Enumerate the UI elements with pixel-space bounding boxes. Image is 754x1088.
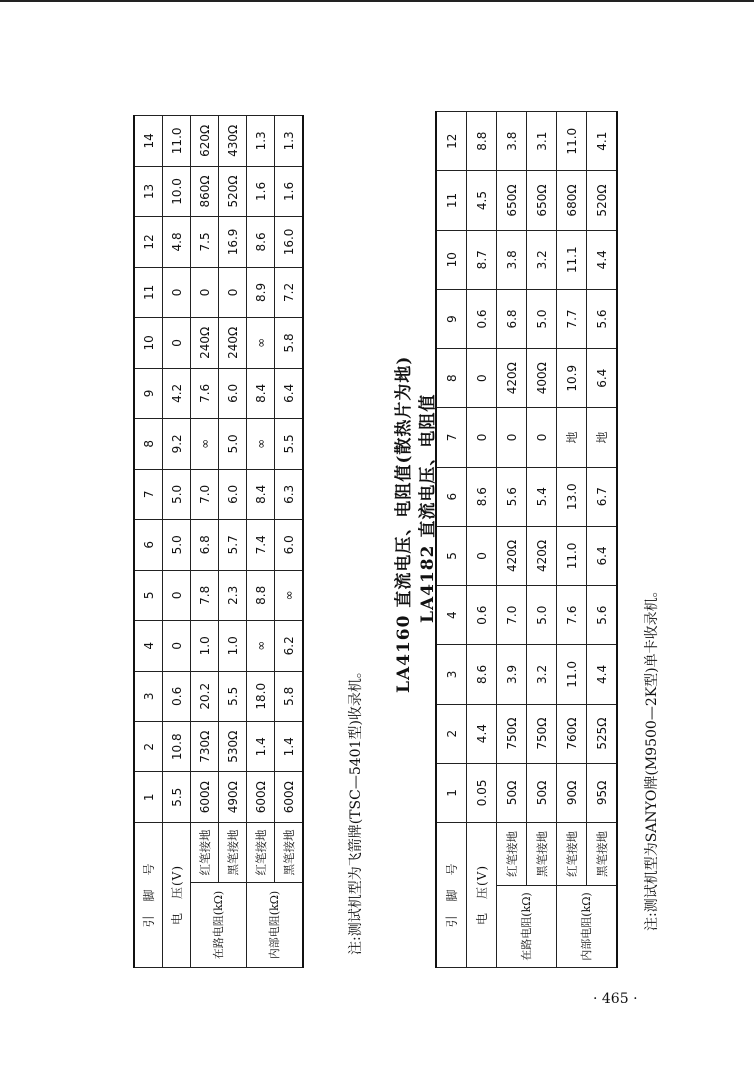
pin-number-cell: 6	[436, 467, 467, 526]
resistance-value: 20.2	[191, 671, 219, 721]
pin-number-cell: 2	[436, 704, 467, 763]
resistance-row	[247, 116, 275, 968]
resistance-value: 1.3	[247, 116, 275, 167]
voltage-value: 0	[163, 570, 191, 620]
resistance-value: 90Ω	[557, 763, 587, 822]
pin-number-cell: 1	[436, 763, 467, 822]
voltage-value: 4.8	[163, 217, 191, 267]
la4160-note: 注:测试机型为飞箭牌(TSC—5401型)收录机。	[348, 664, 364, 955]
voltage-value: 5.0	[163, 469, 191, 519]
voltage-value: 10.0	[163, 166, 191, 216]
probe-label: 黑笔接地	[275, 822, 304, 882]
pin-number-header: 引 脚 号	[436, 822, 467, 967]
resistance-value: 11.1	[557, 230, 587, 289]
la4160-table-title: LA4160 直流电压、电阻值(散热片为地)	[394, 355, 414, 693]
resistance-value: 地	[557, 408, 587, 467]
resistance-value: 4.4	[587, 230, 618, 289]
resistance-value: 18.0	[247, 671, 275, 721]
voltage-value: 5.5	[163, 772, 191, 822]
resistance-row	[527, 112, 557, 968]
resistance-row	[191, 116, 219, 968]
pin-number-header: 引 脚 号	[134, 822, 163, 967]
resistance-value: 3.8	[497, 230, 527, 289]
resistance-value: 1.4	[275, 722, 304, 772]
resistance-value: 680Ω	[557, 171, 587, 230]
resistance-value: 7.5	[191, 217, 219, 267]
resistance-value: 11.0	[557, 526, 587, 585]
resistance-value: 750Ω	[527, 704, 557, 763]
pin-number-cell: 9	[134, 368, 163, 418]
voltage-value: 0	[467, 526, 497, 585]
resistance-value: 750Ω	[497, 704, 527, 763]
resistance-value: ∞	[247, 419, 275, 469]
header-row	[134, 116, 163, 968]
pin-number-cell: 4	[436, 586, 467, 645]
pin-number-cell: 8	[134, 419, 163, 469]
voltage-value: 4.5	[467, 171, 497, 230]
resistance-value: 6.0	[275, 520, 304, 570]
pin-number-cell: 8	[436, 349, 467, 408]
resistance-value: 6.4	[275, 368, 304, 418]
resistance-value: 1.6	[247, 166, 275, 216]
resistance-value: 11.0	[557, 112, 587, 171]
voltage-value: 11.0	[163, 116, 191, 167]
resistance-value: 0	[527, 408, 557, 467]
resistance-row	[557, 112, 587, 968]
resistance-value: 8.6	[247, 217, 275, 267]
voltage-value: 0	[163, 267, 191, 317]
resistance-value: 525Ω	[587, 704, 618, 763]
pin-number-cell: 7	[134, 469, 163, 519]
resistance-value: 50Ω	[497, 763, 527, 822]
resistance-value: 4.4	[587, 645, 618, 704]
resistance-value: 5.0	[527, 586, 557, 645]
resistance-value: 760Ω	[557, 704, 587, 763]
resistance-group-label: 内部电阻(kΩ)	[557, 886, 618, 968]
pin-number-cell: 5	[436, 526, 467, 585]
voltage-value: 0.6	[467, 586, 497, 645]
probe-label: 红笔接地	[557, 822, 587, 885]
pin-number-cell: 10	[436, 230, 467, 289]
resistance-value: 50Ω	[527, 763, 557, 822]
la4160-pin-table	[133, 115, 304, 968]
voltage-value: 0	[467, 349, 497, 408]
resistance-value: 6.2	[275, 621, 304, 671]
resistance-value: 650Ω	[497, 171, 527, 230]
resistance-value: 3.1	[527, 112, 557, 171]
resistance-value: 1.4	[247, 722, 275, 772]
la4182-table-title: LA4182 直流电压、电阻值	[418, 393, 438, 623]
resistance-value: 7.4	[247, 520, 275, 570]
resistance-value: 8.4	[247, 469, 275, 519]
pin-number-cell: 10	[134, 318, 163, 368]
header-row	[436, 112, 467, 968]
resistance-value: 8.8	[247, 570, 275, 620]
resistance-group-label: 内部电阻(kΩ)	[247, 883, 304, 968]
resistance-value: 7.0	[497, 586, 527, 645]
resistance-value: 400Ω	[527, 349, 557, 408]
resistance-value: 5.5	[275, 419, 304, 469]
resistance-value: 0	[497, 408, 527, 467]
la4182-note: 注:测试机型为SANYO牌(M9500—2K型)单卡收录机。	[644, 583, 660, 931]
voltage-row	[467, 112, 497, 968]
probe-label: 黑笔接地	[219, 822, 247, 882]
pin-number-cell: 12	[134, 217, 163, 267]
resistance-value: 1.3	[275, 116, 304, 167]
resistance-value: 860Ω	[191, 166, 219, 216]
pin-number-cell: 13	[134, 166, 163, 216]
resistance-value: 3.2	[527, 645, 557, 704]
voltage-value: 0.6	[163, 671, 191, 721]
pin-number-cell: 7	[436, 408, 467, 467]
resistance-value: 240Ω	[219, 318, 247, 368]
resistance-value: ∞	[247, 318, 275, 368]
pin-number-cell: 11	[436, 171, 467, 230]
voltage-value: 5.0	[163, 520, 191, 570]
voltage-value: 8.8	[467, 112, 497, 171]
resistance-value: 420Ω	[497, 526, 527, 585]
resistance-value: 4.1	[587, 112, 618, 171]
voltage-value: 4.4	[467, 704, 497, 763]
resistance-value: 0	[191, 267, 219, 317]
pin-number-cell: 3	[134, 671, 163, 721]
resistance-value: 420Ω	[527, 526, 557, 585]
resistance-value: 5.6	[497, 467, 527, 526]
resistance-value: 2.3	[219, 570, 247, 620]
resistance-value: 6.0	[219, 368, 247, 418]
resistance-value: 3.2	[527, 230, 557, 289]
resistance-value: 5.6	[587, 586, 618, 645]
resistance-value: 1.0	[219, 621, 247, 671]
pin-number-cell: 9	[436, 289, 467, 348]
resistance-value: 5.8	[275, 318, 304, 368]
resistance-value: 16.0	[275, 217, 304, 267]
resistance-value: 1.0	[191, 621, 219, 671]
pin-number-cell: 5	[134, 570, 163, 620]
resistance-value: 6.7	[587, 467, 618, 526]
resistance-value: 6.0	[219, 469, 247, 519]
la4182-pin-table	[435, 111, 618, 968]
probe-label: 红笔接地	[497, 822, 527, 885]
pin-number-cell: 14	[134, 116, 163, 167]
resistance-value: 5.8	[275, 671, 304, 721]
resistance-value: 0	[219, 267, 247, 317]
resistance-value: 5.0	[527, 289, 557, 348]
voltage-value: 8.6	[467, 645, 497, 704]
probe-label: 黑笔接地	[527, 822, 557, 885]
pin-number-cell: 4	[134, 621, 163, 671]
pin-number-cell: 3	[436, 645, 467, 704]
resistance-value: 7.6	[191, 368, 219, 418]
pin-number-cell: 1	[134, 772, 163, 822]
resistance-value: 16.9	[219, 217, 247, 267]
pin-number-cell: 12	[436, 112, 467, 171]
resistance-value: 10.9	[557, 349, 587, 408]
voltage-value: 4.2	[163, 368, 191, 418]
resistance-value: 8.4	[247, 368, 275, 418]
pin-number-cell: 6	[134, 520, 163, 570]
resistance-value: 6.8	[191, 520, 219, 570]
resistance-value: 地	[587, 408, 618, 467]
resistance-value: 7.7	[557, 289, 587, 348]
probe-label: 红笔接地	[191, 822, 219, 882]
resistance-value: 1.6	[275, 166, 304, 216]
resistance-value: 7.0	[191, 469, 219, 519]
resistance-value: 6.3	[275, 469, 304, 519]
resistance-value: 5.5	[219, 671, 247, 721]
resistance-value: 5.0	[219, 419, 247, 469]
voltage-value: 0	[163, 621, 191, 671]
resistance-value: 3.9	[497, 645, 527, 704]
resistance-value: 730Ω	[191, 722, 219, 772]
resistance-value: 11.0	[557, 645, 587, 704]
probe-label: 黑笔接地	[587, 822, 618, 885]
resistance-value: 3.8	[497, 112, 527, 171]
voltage-value: 8.6	[467, 467, 497, 526]
resistance-row	[275, 116, 304, 968]
resistance-value: 5.7	[219, 520, 247, 570]
voltage-row	[163, 116, 191, 968]
resistance-row	[497, 112, 527, 968]
voltage-value: 0	[467, 408, 497, 467]
voltage-value: 10.8	[163, 722, 191, 772]
resistance-value: 240Ω	[191, 318, 219, 368]
resistance-row	[219, 116, 247, 968]
resistance-value: ∞	[247, 621, 275, 671]
resistance-value: 7.2	[275, 267, 304, 317]
resistance-value: 5.6	[587, 289, 618, 348]
voltage-value: 0.6	[467, 289, 497, 348]
resistance-value: 7.8	[191, 570, 219, 620]
resistance-group-label: 在路电阻(kΩ)	[191, 883, 247, 968]
voltage-value: 0.05	[467, 763, 497, 822]
resistance-value: 8.9	[247, 267, 275, 317]
resistance-value: 13.0	[557, 467, 587, 526]
resistance-value: 7.6	[557, 586, 587, 645]
resistance-value: 6.8	[497, 289, 527, 348]
resistance-value: 420Ω	[497, 349, 527, 408]
page-number: · 465 ·	[593, 991, 638, 1007]
resistance-value: 490Ω	[219, 772, 247, 822]
resistance-value: ∞	[191, 419, 219, 469]
resistance-value: 600Ω	[191, 772, 219, 822]
pin-number-cell: 11	[134, 267, 163, 317]
resistance-value: 6.4	[587, 526, 618, 585]
resistance-value: 95Ω	[587, 763, 618, 822]
resistance-value: 430Ω	[219, 116, 247, 167]
resistance-value: 6.4	[587, 349, 618, 408]
pin-number-cell: 2	[134, 722, 163, 772]
resistance-value: 520Ω	[587, 171, 618, 230]
voltage-label: 电 压(V)	[467, 822, 497, 967]
resistance-value: 620Ω	[191, 116, 219, 167]
resistance-value: 600Ω	[247, 772, 275, 822]
voltage-value: 9.2	[163, 419, 191, 469]
voltage-label: 电 压(V)	[163, 822, 191, 967]
resistance-value: 5.4	[527, 467, 557, 526]
resistance-group-label: 在路电阻(kΩ)	[497, 886, 557, 968]
voltage-value: 8.7	[467, 230, 497, 289]
resistance-value: 530Ω	[219, 722, 247, 772]
resistance-value: ∞	[275, 570, 304, 620]
probe-label: 红笔接地	[247, 822, 275, 882]
voltage-value: 0	[163, 318, 191, 368]
resistance-value: 650Ω	[527, 171, 557, 230]
resistance-value: 520Ω	[219, 166, 247, 216]
resistance-value: 600Ω	[275, 772, 304, 822]
resistance-row	[587, 112, 618, 968]
